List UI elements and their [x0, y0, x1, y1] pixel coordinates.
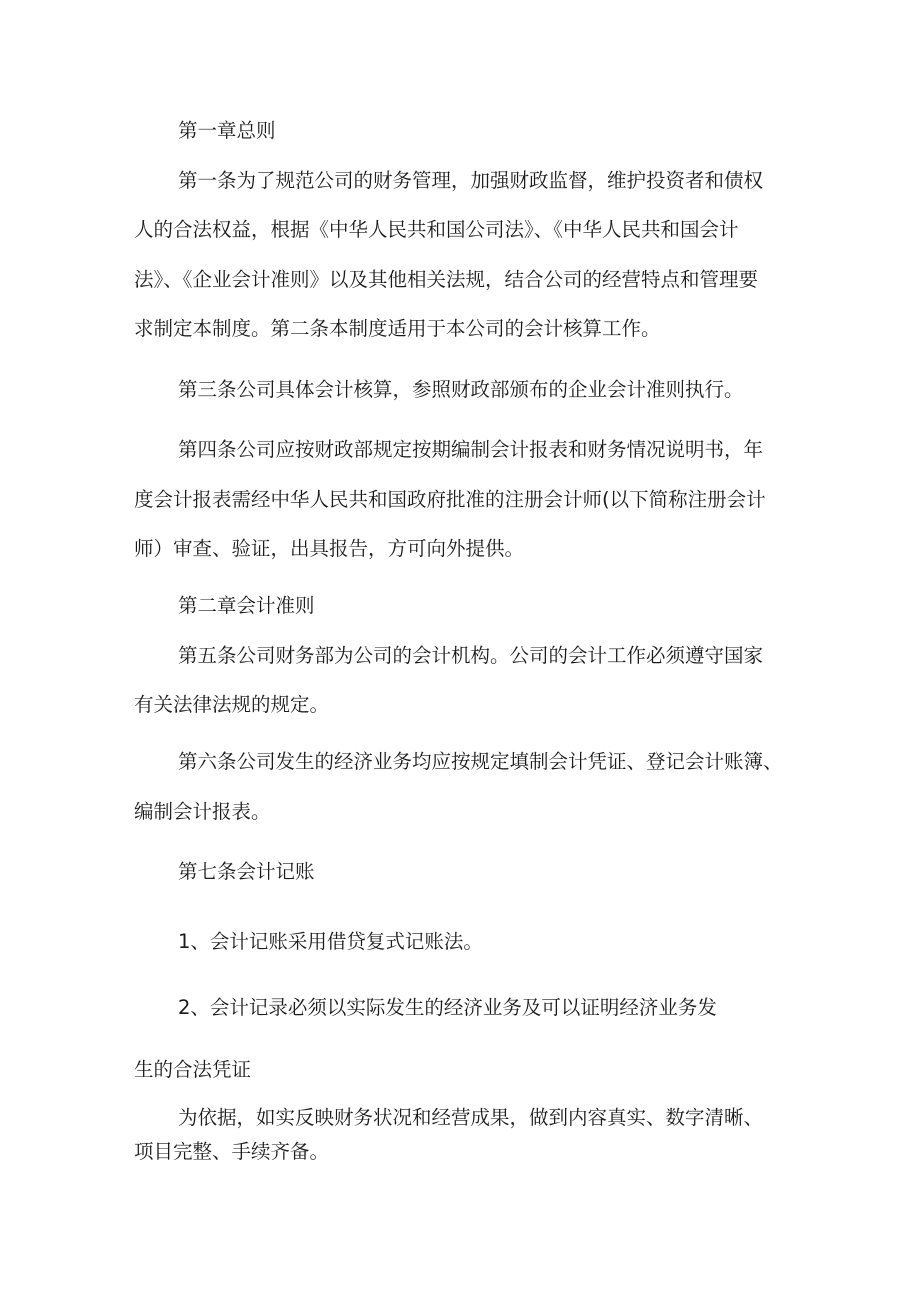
article-3-line-1: 第三条公司具体会计核算，参照财政部颁布的企业会计准则执行。	[178, 378, 744, 401]
article-7-item-2-line-1: 2、会计记录必须以实际发生的经济业务及可以证明经济业务发	[178, 996, 717, 1019]
article-1-line-1: 第一条为了规范公司的财务管理，加强财政监督，维护投资者和债权	[178, 169, 764, 192]
article-6-line-1: 第六条公司发生的经济业务均应按规定填制会计凭证、登记会计账簿、	[178, 750, 783, 773]
chapter-2-heading: 第二章会计准则	[178, 594, 315, 617]
article-4-line-3: 师）审查、验证，出具报告，方可向外提供。	[134, 537, 525, 560]
article-7-item-2-line-4: 项目完整、手续齐备。	[134, 1140, 330, 1163]
article-7-item-1: 1、会计记账采用借贷复式记账法。	[178, 930, 483, 953]
chapter-1-heading: 第一章总则	[178, 119, 276, 142]
article-4-line-2: 度会计报表需经中华人民共和国政府批准的注册会计师(以下简称注册会计	[134, 488, 766, 511]
article-7-item-2-line-2: 生的合法凭证	[134, 1058, 252, 1081]
article-5-line-2: 有关法律法规的规定。	[134, 693, 330, 716]
article-7-item-2-line-3: 为依据，如实反映财务状况和经营成果，做到内容真实、数字清晰、	[178, 1106, 764, 1129]
article-4-line-1: 第四条公司应按财政部规定按期编制会计报表和财务情况说明书，年	[178, 438, 764, 461]
article-1-2-line-4: 求制定本制度。第二条本制度适用于本公司的会计核算工作。	[134, 317, 661, 340]
article-1-line-2: 人的合法权益，根据《中华人民共和国公司法》、《中华人民共和国会计	[134, 218, 739, 241]
article-1-line-3: 法》、《企业会计准则》以及其他相关法规，结合公司的经营特点和管理要	[134, 268, 759, 291]
article-7-heading: 第七条会计记账	[178, 860, 315, 883]
article-6-line-2: 编制会计报表。	[134, 800, 271, 823]
article-5-line-1: 第五条公司财务部为公司的会计机构。公司的会计工作必须遵守国家	[178, 644, 764, 667]
